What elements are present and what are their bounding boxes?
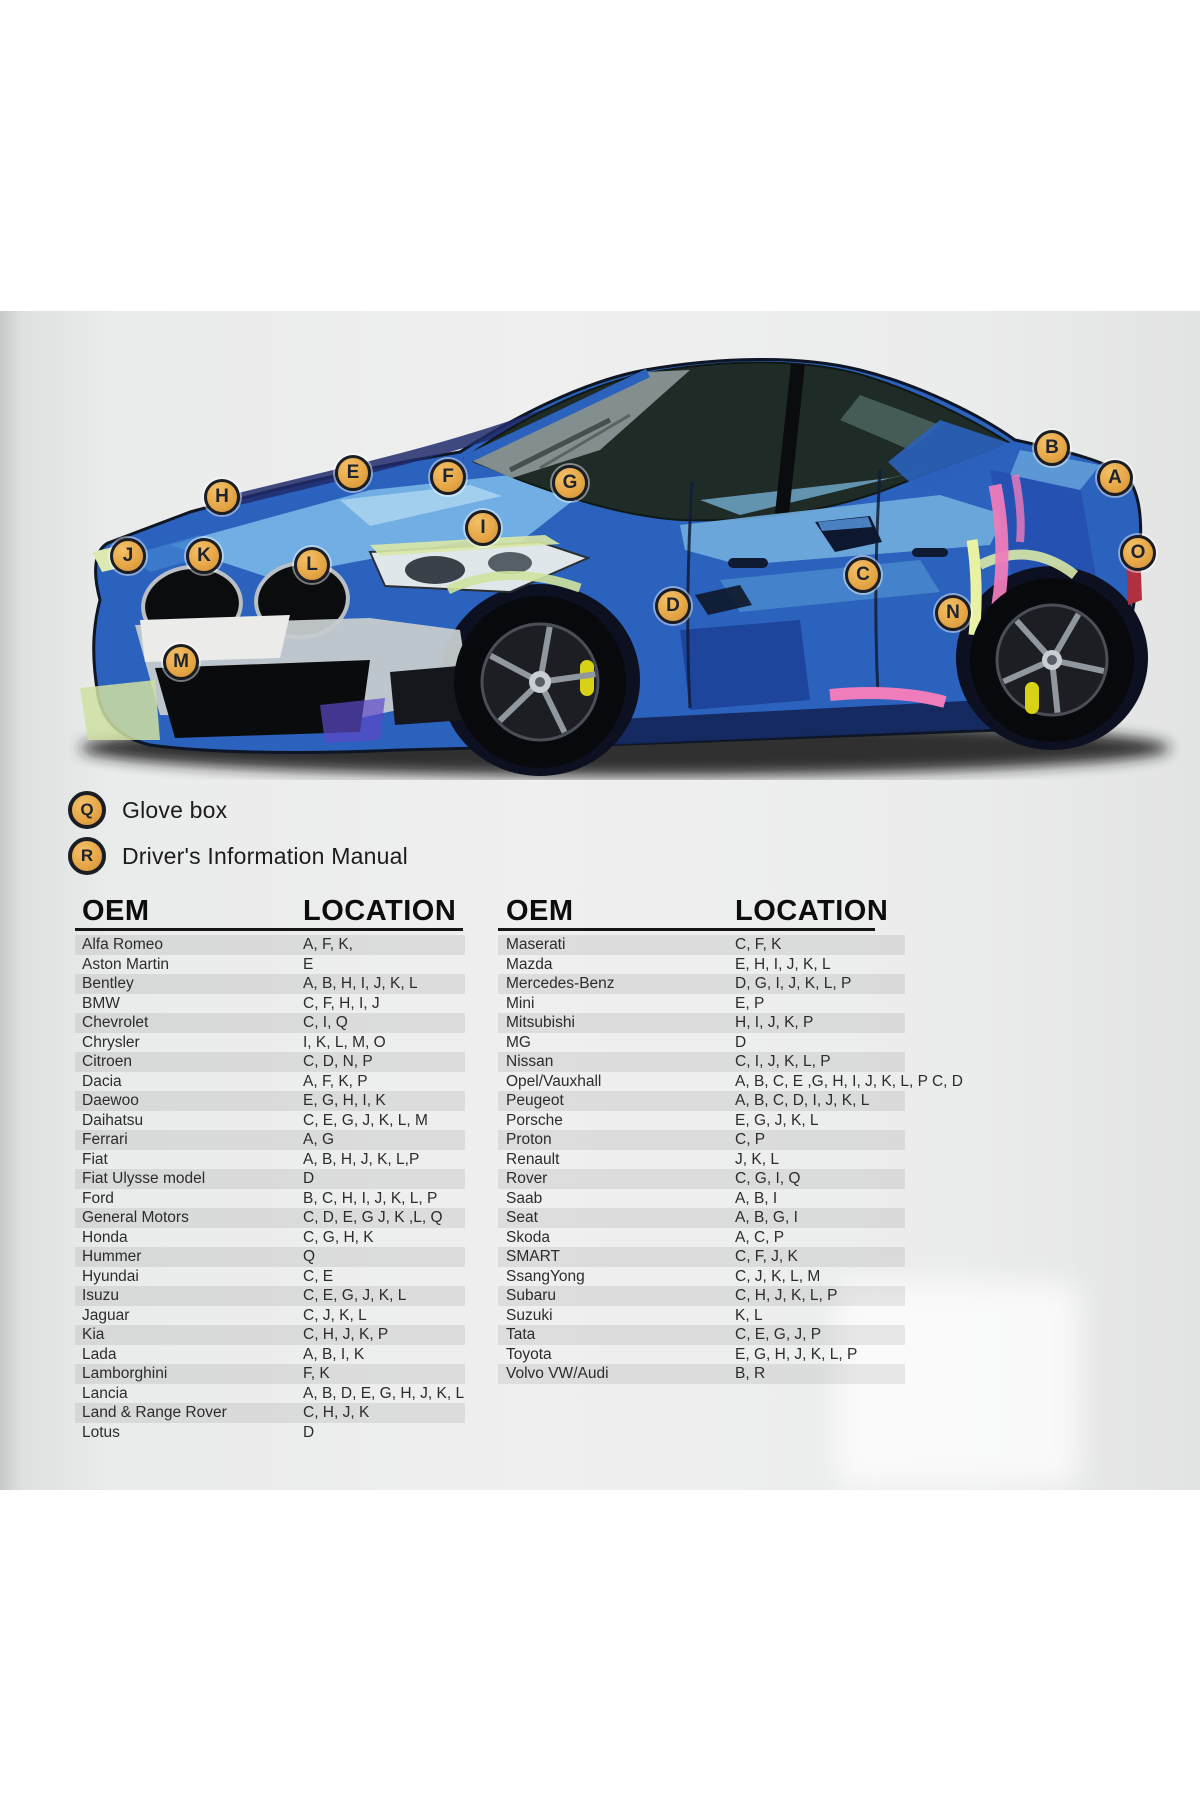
table-row bbox=[498, 1013, 905, 1033]
location-cell: C, I, Q bbox=[303, 1014, 348, 1031]
location-cell: C, F, K bbox=[735, 936, 782, 953]
oem-cell: Seat bbox=[506, 1209, 538, 1226]
location-cell: Q bbox=[303, 1248, 316, 1265]
table-row bbox=[75, 955, 465, 975]
table-row bbox=[75, 1325, 465, 1345]
oem-cell: Maserati bbox=[506, 936, 566, 953]
table-row bbox=[498, 1033, 905, 1053]
table-row bbox=[75, 1033, 465, 1053]
location-header: LOCATION bbox=[303, 895, 457, 927]
oem-cell: Mini bbox=[506, 994, 535, 1012]
marker-B: B bbox=[1034, 430, 1070, 466]
marker-A: A bbox=[1097, 460, 1133, 496]
location-cell: F, K bbox=[303, 1365, 330, 1382]
oem-table-right bbox=[498, 895, 963, 1384]
table-rows bbox=[75, 935, 465, 1442]
location-cell: E, P bbox=[735, 994, 765, 1012]
table-row bbox=[75, 1052, 465, 1072]
table-row bbox=[75, 1247, 465, 1267]
oem-cell: Daihatsu bbox=[82, 1111, 144, 1129]
oem-cell: Jaguar bbox=[82, 1306, 130, 1324]
location-cell: A, C, P bbox=[735, 1228, 785, 1246]
table-row bbox=[498, 935, 905, 955]
location-cell: E, G, H, I, K bbox=[303, 1092, 386, 1109]
marker-L: L bbox=[294, 547, 330, 583]
oem-cell: SMART bbox=[506, 1248, 560, 1265]
table-row bbox=[498, 955, 905, 975]
oem-cell: Citroen bbox=[82, 1053, 132, 1070]
oem-cell: Lada bbox=[82, 1345, 117, 1363]
location-cell: A, B, I, K bbox=[303, 1345, 365, 1363]
oem-cell: MG bbox=[506, 1033, 531, 1051]
oem-cell: SsangYong bbox=[506, 1267, 585, 1285]
table-row bbox=[75, 1150, 465, 1170]
table-row bbox=[75, 1072, 465, 1092]
table-row bbox=[75, 1189, 465, 1209]
location-cell: C, F, J, K bbox=[735, 1248, 798, 1265]
table-row bbox=[75, 974, 465, 994]
location-cell: C, I, J, K, L, P bbox=[735, 1053, 831, 1070]
table-row bbox=[75, 1364, 465, 1384]
table-row bbox=[75, 1345, 465, 1365]
oem-cell: Daewoo bbox=[82, 1092, 139, 1109]
oem-cell: Porsche bbox=[506, 1111, 563, 1129]
table-row bbox=[75, 1228, 465, 1248]
location-cell: E, H, I, J, K, L bbox=[735, 955, 831, 973]
legend-label: Glove box bbox=[122, 796, 228, 823]
oem-cell: Land & Range Rover bbox=[82, 1404, 227, 1421]
oem-cell: Proton bbox=[506, 1131, 552, 1148]
location-cell: C, F, H, I, J bbox=[303, 994, 380, 1012]
table-row bbox=[498, 1325, 905, 1345]
table-row bbox=[498, 974, 905, 994]
oem-cell: Lancia bbox=[82, 1384, 128, 1402]
table-row bbox=[75, 1091, 465, 1111]
table-row bbox=[75, 1130, 465, 1150]
table-row bbox=[75, 1384, 465, 1404]
location-cell: C, D, N, P bbox=[303, 1053, 373, 1070]
oem-cell: Renault bbox=[506, 1150, 560, 1168]
oem-cell: Opel/Vauxhall bbox=[506, 1072, 602, 1090]
table-row bbox=[498, 1364, 905, 1384]
header-underline bbox=[75, 928, 463, 931]
oem-cell: Aston Martin bbox=[82, 955, 170, 973]
marker-J: J bbox=[110, 538, 146, 574]
marker-C: C bbox=[845, 557, 881, 593]
location-cell: C, P bbox=[735, 1131, 766, 1148]
oem-cell: General Motors bbox=[82, 1209, 189, 1226]
marker-N: N bbox=[935, 595, 971, 631]
legend-row-R bbox=[68, 836, 408, 876]
oem-cell: Lotus bbox=[82, 1423, 120, 1441]
marker-H: H bbox=[204, 479, 240, 515]
location-cell: C, G, I, Q bbox=[735, 1170, 801, 1187]
location-cell: A, B, G, I bbox=[735, 1209, 798, 1226]
table-row bbox=[498, 1091, 905, 1111]
oem-cell: Honda bbox=[82, 1228, 128, 1246]
oem-cell: Isuzu bbox=[82, 1287, 120, 1304]
location-cell: A, G bbox=[303, 1131, 335, 1148]
oem-cell: Suzuki bbox=[506, 1306, 553, 1324]
location-cell: J, K, L bbox=[735, 1150, 779, 1168]
oem-cell: Hyundai bbox=[82, 1267, 139, 1285]
location-cell: C, J, K, L, M bbox=[735, 1267, 821, 1285]
oem-cell: Bentley bbox=[82, 975, 134, 992]
location-cell: C, D, E, G J, K ,L, Q bbox=[303, 1209, 443, 1226]
table-row bbox=[498, 1150, 905, 1170]
oem-cell: Volvo VW/Audi bbox=[506, 1365, 609, 1382]
table-row bbox=[498, 1306, 905, 1326]
oem-cell: Hummer bbox=[82, 1248, 142, 1265]
oem-cell: Rover bbox=[506, 1170, 548, 1187]
table-row bbox=[75, 1169, 465, 1189]
marker-E: E bbox=[335, 455, 371, 491]
table-row bbox=[498, 1052, 905, 1072]
oem-cell: Mitsubishi bbox=[506, 1014, 575, 1031]
location-cell: E, G, H, J, K, L, P bbox=[735, 1345, 858, 1363]
oem-table-left bbox=[75, 896, 465, 1442]
oem-cell: Toyota bbox=[506, 1345, 552, 1363]
location-cell: H, I, J, K, P bbox=[735, 1014, 814, 1031]
table-row bbox=[498, 1208, 905, 1228]
marker-I: I bbox=[465, 510, 501, 546]
oem-cell: Dacia bbox=[82, 1072, 122, 1090]
location-cell: E, G, J, K, L bbox=[735, 1111, 819, 1129]
location-cell: D bbox=[303, 1170, 315, 1187]
table-row bbox=[75, 1208, 465, 1228]
table-row bbox=[498, 1111, 905, 1131]
table-row bbox=[75, 1423, 465, 1443]
marker-M: M bbox=[163, 644, 199, 680]
location-cell: C, G, H, K bbox=[303, 1228, 374, 1246]
table-row bbox=[498, 1345, 905, 1365]
legend-marker-Q: Q bbox=[68, 791, 106, 829]
oem-cell: Saab bbox=[506, 1189, 543, 1207]
table-header bbox=[498, 896, 905, 926]
oem-cell: Nissan bbox=[506, 1053, 554, 1070]
oem-cell: Subaru bbox=[506, 1287, 556, 1304]
table-row bbox=[498, 1072, 963, 1092]
location-cell: B, R bbox=[735, 1365, 766, 1382]
oem-cell: Ford bbox=[82, 1189, 114, 1207]
oem-cell: Ferrari bbox=[82, 1131, 128, 1148]
table-row bbox=[75, 994, 465, 1014]
table-row bbox=[498, 1189, 905, 1209]
table-row bbox=[498, 1130, 905, 1150]
oem-cell: Mazda bbox=[506, 955, 553, 973]
location-cell: D bbox=[303, 1423, 315, 1441]
location-cell: C, H, J, K, P bbox=[303, 1326, 389, 1343]
table-row bbox=[498, 1247, 905, 1267]
legend-marker-R: R bbox=[68, 837, 106, 875]
location-cell: A, F, K, bbox=[303, 936, 353, 953]
location-header: LOCATION bbox=[735, 895, 889, 927]
header-underline bbox=[498, 928, 875, 931]
location-cell: C, E, G, J, P bbox=[735, 1326, 822, 1343]
oem-cell: Chevrolet bbox=[82, 1014, 149, 1031]
table-row bbox=[75, 1286, 465, 1306]
location-cell: A, B, H, I, J, K, L bbox=[303, 975, 418, 992]
oem-header: OEM bbox=[82, 895, 150, 927]
location-cell: C, H, J, K bbox=[303, 1404, 370, 1421]
location-cell: D bbox=[735, 1033, 747, 1051]
table-row bbox=[498, 1228, 905, 1248]
oem-cell: Mercedes-Benz bbox=[506, 975, 615, 992]
location-cell: E bbox=[303, 955, 314, 973]
location-cell: A, B, C, E ,G, H, I, J, K, L, P C, D bbox=[735, 1072, 963, 1090]
table-row bbox=[75, 1013, 465, 1033]
location-cell: A, F, K, P bbox=[303, 1072, 368, 1090]
table-row bbox=[498, 1267, 905, 1287]
oem-header: OEM bbox=[506, 895, 574, 927]
location-cell: C, J, K, L bbox=[303, 1306, 367, 1324]
oem-cell: Peugeot bbox=[506, 1092, 564, 1109]
location-cell: K, L bbox=[735, 1306, 763, 1324]
marker-O: O bbox=[1120, 535, 1156, 571]
location-cell: A, B, H, J, K, L,P bbox=[303, 1150, 420, 1168]
location-cell: A, B, D, E, G, H, J, K, L bbox=[303, 1384, 465, 1402]
location-cell: C, H, J, K, L, P bbox=[735, 1287, 838, 1304]
location-cell: C, E, G, J, K, L, M bbox=[303, 1111, 428, 1129]
oem-cell: Alfa Romeo bbox=[82, 936, 163, 953]
marker-K: K bbox=[186, 538, 222, 574]
table-header bbox=[75, 896, 465, 926]
oem-cell: BMW bbox=[82, 994, 120, 1012]
marker-D: D bbox=[655, 588, 691, 624]
table-row bbox=[498, 1169, 905, 1189]
rear-wheel bbox=[970, 578, 1134, 742]
legend-row-Q bbox=[68, 790, 227, 830]
location-cell: I, K, L, M, O bbox=[303, 1033, 386, 1051]
table-row bbox=[75, 1306, 465, 1326]
oem-cell: Chrysler bbox=[82, 1033, 140, 1051]
location-cell: C, E bbox=[303, 1267, 334, 1285]
table-row bbox=[75, 1267, 465, 1287]
front-wheel bbox=[454, 596, 626, 768]
oem-cell: Fiat bbox=[82, 1150, 108, 1168]
oem-cell: Skoda bbox=[506, 1228, 550, 1246]
oem-cell: Tata bbox=[506, 1326, 536, 1343]
table-row bbox=[75, 1111, 465, 1131]
location-cell: B, C, H, I, J, K, L, P bbox=[303, 1189, 438, 1207]
oem-cell: Lamborghini bbox=[82, 1365, 168, 1382]
table-rows bbox=[498, 935, 963, 1384]
table-row bbox=[75, 935, 465, 955]
marker-G: G bbox=[552, 465, 588, 501]
marker-F: F bbox=[430, 459, 466, 495]
oem-cell: Kia bbox=[82, 1326, 105, 1343]
table-row bbox=[75, 1403, 465, 1423]
location-cell: A, B, I bbox=[735, 1189, 778, 1207]
location-cell: D, G, I, J, K, L, P bbox=[735, 975, 852, 992]
legend-label: Driver's Information Manual bbox=[122, 842, 408, 869]
table-row bbox=[498, 1286, 905, 1306]
location-cell: C, E, G, J, K, L bbox=[303, 1287, 407, 1304]
location-cell: A, B, C, D, I, J, K, L bbox=[735, 1092, 870, 1109]
oem-cell: Fiat Ulysse model bbox=[82, 1170, 206, 1187]
table-row bbox=[498, 994, 905, 1014]
